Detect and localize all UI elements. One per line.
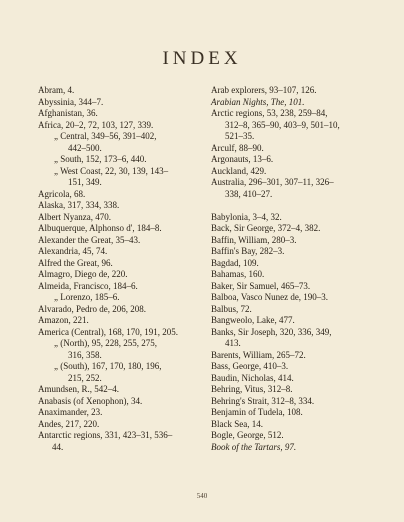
index-entry: „ Central, 349–56, 391–402, [54, 131, 157, 141]
index-entry: 151, 349. [68, 177, 102, 187]
index-entry: Baffin, William, 280–3. [211, 234, 297, 245]
index-entry: Arabian Nights, The, 101. [211, 96, 305, 107]
index-entry: Baker, Sir Samuel, 465–73. [211, 280, 311, 291]
index-entry: Anabasis (of Xenophon), 34. [38, 395, 143, 406]
index-entry: Abram, 4. [38, 85, 75, 95]
index-entry: Antarctic regions, 331, 423–31, 536– [38, 430, 173, 440]
index-entry: Alexandria, 45, 74. [38, 246, 108, 256]
index-entry: Balbus, 72. [211, 303, 252, 314]
index-entry: Bass, George, 410–3. [211, 361, 289, 371]
index-entry: Almeida, Francisco, 184–6. [38, 280, 138, 291]
index-entry: Amundsen, R., 542–4. [38, 384, 119, 394]
index-entry: Anaximander, 23. [38, 407, 103, 417]
index-entry: Behring, Vitus, 312–8. [211, 384, 293, 394]
index-entry: 215, 252. [68, 372, 102, 383]
index-column-right [211, 85, 381, 453]
index-entry: 521–35. [225, 131, 255, 141]
index-entry: 44. [52, 441, 64, 452]
index-entry: Arculf, 88–90. [211, 142, 264, 153]
index-column-left [38, 85, 206, 453]
index-entry: Behring's Strait, 312–8, 334. [211, 395, 315, 406]
index-entry: Bangweolo, Lake, 477. [211, 315, 295, 325]
index-entry: Balboa, Vasco Nunez de, 190–3. [211, 292, 329, 302]
index-entry: Albert Nyanza, 470. [38, 211, 111, 222]
index-entry: Alvarado, Pedro de, 206, 208. [38, 303, 146, 314]
index-entry: „ (South), 167, 170, 180, 196, [54, 361, 162, 371]
index-entry: Almagro, Diego de, 220. [38, 269, 128, 279]
index-entry: Afghanistan, 36. [38, 108, 98, 118]
index-entry: Black Sea, 14. [211, 418, 263, 429]
index-entry: Bahamas, 160. [211, 269, 265, 279]
index-entry: America (Central), 168, 170, 191, 205. [38, 326, 178, 337]
index-entry: Andes, 217, 220. [38, 418, 100, 429]
index-entry: Arab explorers, 93–107, 126. [211, 85, 317, 95]
index-entry: „ South, 152, 173–6, 440. [54, 154, 147, 164]
index-entry: Back, Sir George, 372–4, 382. [211, 223, 321, 233]
index-entry: Arctic regions, 53, 238, 259–84, [211, 108, 328, 118]
index-entry: Alfred the Great, 96. [38, 257, 113, 268]
index-entry: 338, 410–27. [225, 188, 273, 199]
index-entry: Alexander the Great, 35–43. [38, 234, 141, 245]
index-entry: Africa, 20–2, 72, 103, 127, 339. [38, 119, 154, 130]
index-entry: Auckland, 429. [211, 165, 267, 176]
index-entry: Book of the Tartars, 97. [211, 441, 297, 452]
index-entry: „ West Coast, 22, 30, 139, 143– [54, 165, 169, 176]
index-entry: Bogle, George, 512. [211, 430, 284, 440]
index-entry: Bagdad, 109. [211, 257, 259, 268]
index-entry: 316, 358. [68, 349, 102, 360]
index-entry: „ (North), 95, 228, 255, 275, [54, 338, 157, 348]
index-entry: Benjamin of Tudela, 108. [211, 407, 303, 417]
index-entry: Argonauts, 13–6. [211, 154, 274, 164]
index-entry: Australia, 296–301, 307–11, 326– [211, 177, 334, 187]
index-entry: Baffin's Bay, 282–3. [211, 246, 285, 256]
index-entry: Babylonia, 3–4, 32. [211, 211, 282, 222]
index-entry: Baudin, Nicholas, 414. [211, 372, 294, 383]
index-entry: Alaska, 317, 334, 338. [38, 200, 120, 210]
page-title: INDEX [162, 48, 242, 69]
index-entry: „ Lorenzo, 185–6. [54, 292, 120, 302]
index-entry: Banks, Sir Joseph, 320, 336, 349, [211, 326, 332, 337]
page-number: 540 [196, 492, 208, 500]
index-entry: Albuquerque, Alphonso d', 184–8. [38, 223, 162, 233]
index-entry: 442–500. [68, 142, 102, 153]
index-entry: Abyssinia, 344–7. [38, 96, 104, 107]
index-entry: 312–8, 365–90, 403–9, 501–10, [225, 119, 340, 130]
index-entry: Barents, William, 265–72. [211, 349, 306, 360]
index-entry: Amazon, 221. [38, 315, 89, 325]
index-entry: 413. [225, 338, 241, 348]
index-entry: Agricola, 68. [38, 188, 86, 199]
